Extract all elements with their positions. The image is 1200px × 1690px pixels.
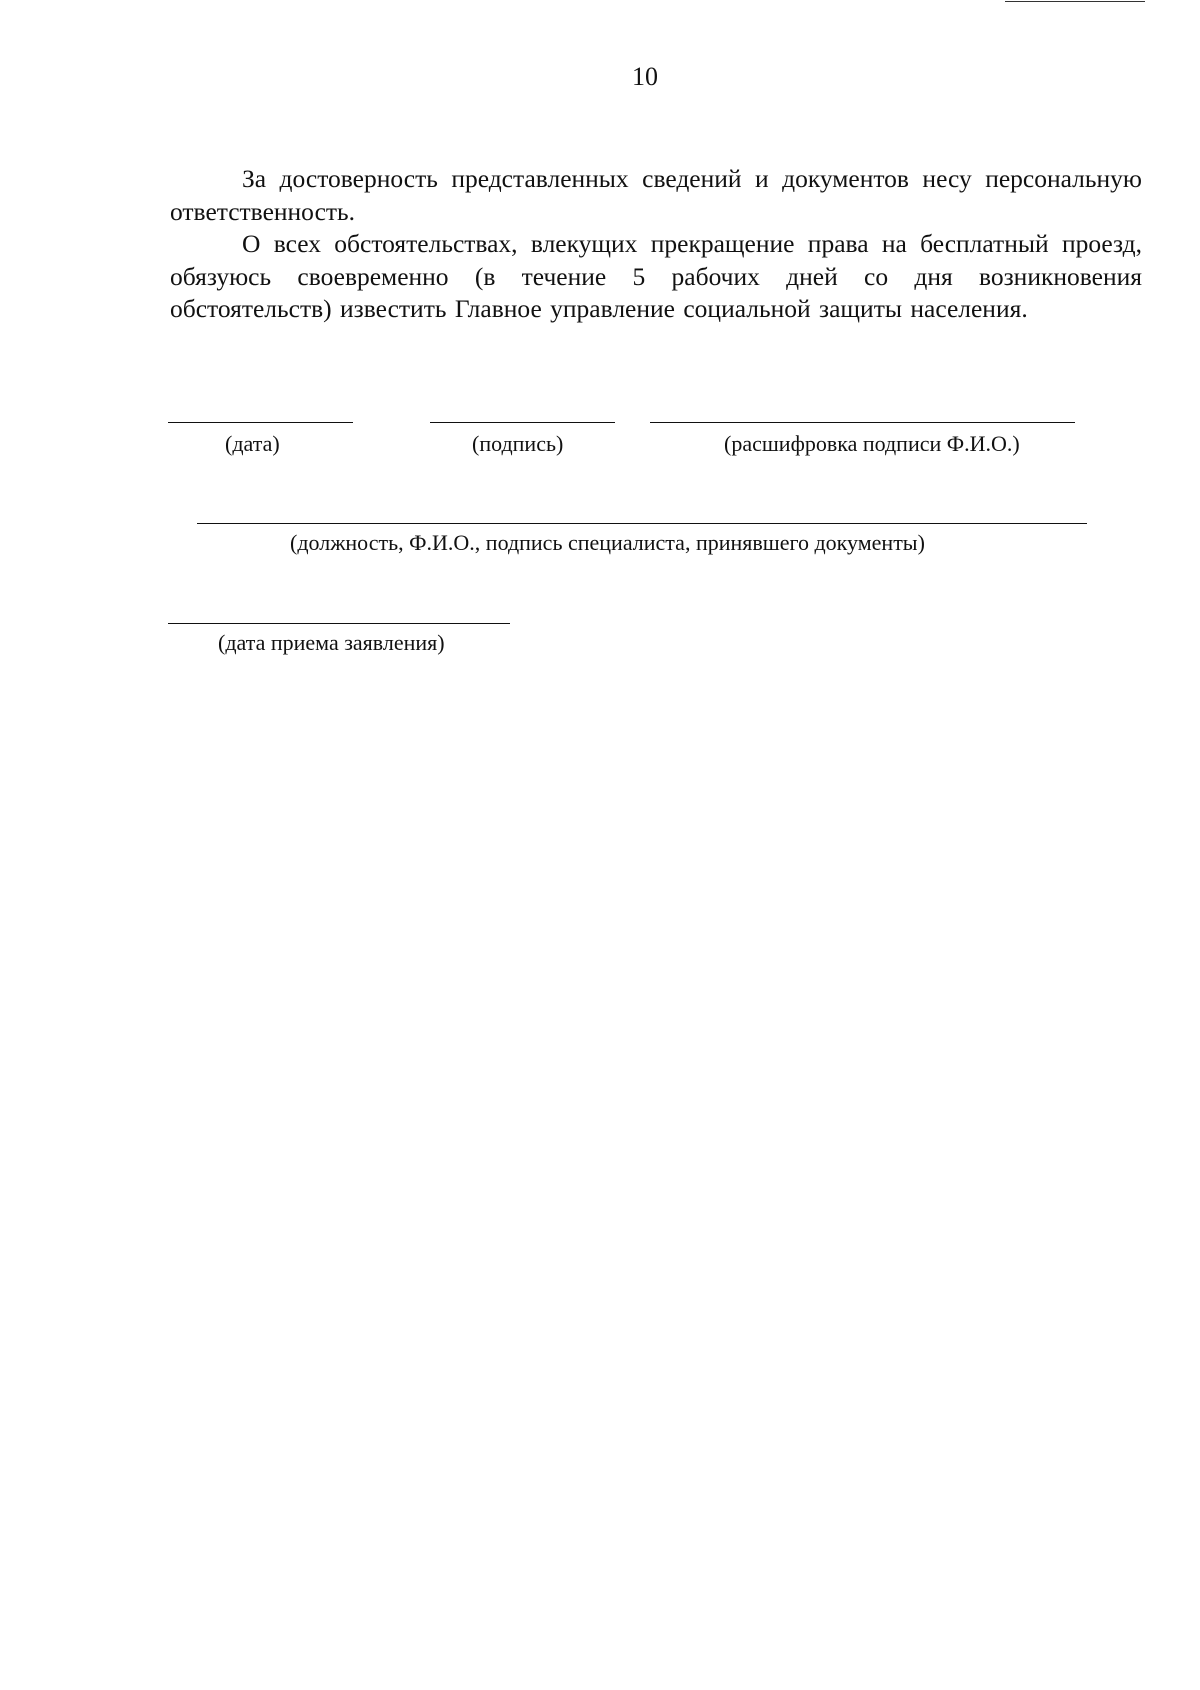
signature-line: [430, 422, 615, 423]
responsibility-paragraph: За достоверность представленных сведений и документов несу персональную ответственность.: [170, 164, 1142, 226]
notification-paragraph: О всех обстоятельствах, влекущих прекращение права на бесплатный проезд, обязуюсь своевременно (в течение 5 рабочих дней со дня возникновения обстоятельств) известить Главное управление социальной защиты населения.: [170, 229, 1142, 323]
signature-decryption-caption: (расшифровка подписи Ф.И.О.): [724, 431, 1020, 456]
declaration-text: [170, 163, 1142, 326]
signature-decryption-line: [650, 422, 1075, 423]
receipt-date-caption: (дата приема заявления): [218, 630, 445, 655]
specialist-line: [197, 523, 1087, 524]
date-caption: (дата): [225, 431, 280, 456]
page-number: 10: [632, 62, 658, 91]
date-line: [168, 422, 353, 423]
receipt-date-line: [168, 623, 510, 624]
top-edge-line: [1005, 1, 1145, 2]
signature-caption: (подпись): [472, 431, 564, 456]
specialist-caption: (должность, Ф.И.О., подпись специалиста, принявшего документы): [290, 530, 925, 555]
